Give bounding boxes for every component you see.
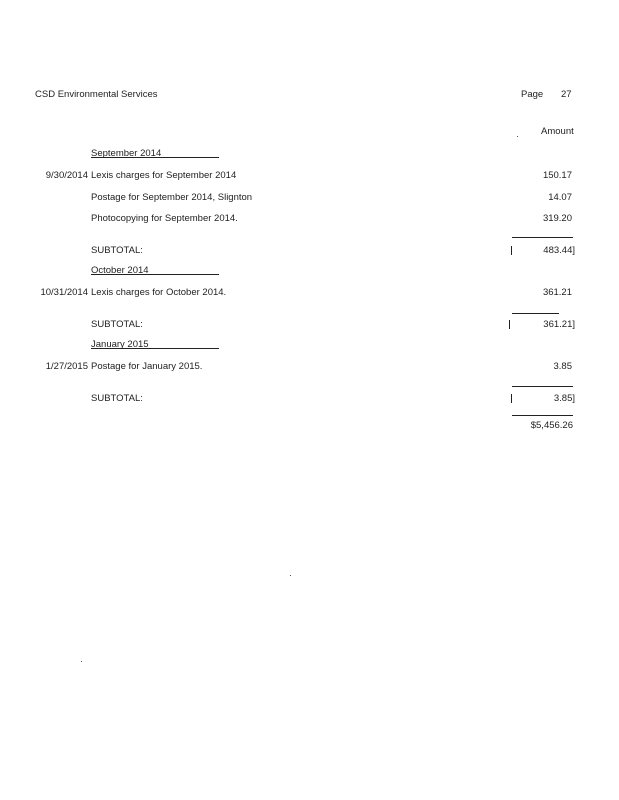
entry-description: Lexis charges for October 2014. bbox=[91, 287, 227, 298]
entry-description: Photocopying for September 2014. bbox=[91, 213, 238, 224]
subtotal-label: SUBTOTAL: bbox=[91, 393, 143, 404]
subtotal-value: 483.44] bbox=[543, 245, 575, 256]
subtotal-rule bbox=[512, 386, 573, 387]
page-number: 27 bbox=[561, 89, 572, 100]
section-heading-underline bbox=[91, 348, 219, 349]
entry-date: 9/30/2014 bbox=[45, 170, 88, 181]
entry-description: Postage for January 2015. bbox=[91, 361, 203, 372]
grand-total-rule bbox=[512, 415, 573, 416]
section-heading-september-2014: September 2014 bbox=[91, 148, 162, 159]
entry-date: 1/27/2015 bbox=[45, 361, 88, 372]
company-name: CSD Environmental Services bbox=[35, 89, 158, 100]
subtotal-label: SUBTOTAL: bbox=[91, 245, 143, 256]
entry-amount: 150.17 bbox=[542, 170, 572, 181]
subtotal-rule bbox=[512, 237, 573, 238]
entry-description: Lexis charges for September 2014 bbox=[91, 170, 237, 181]
section-heading-underline bbox=[91, 157, 219, 158]
entry-amount: 319.20 bbox=[542, 213, 572, 224]
scan-speck bbox=[290, 575, 291, 576]
grand-total: $5,456.26 bbox=[530, 420, 573, 431]
section-heading-underline bbox=[91, 274, 219, 275]
page-label: Page bbox=[521, 89, 544, 100]
subtotal-value: 361.21] bbox=[543, 319, 575, 330]
entry-date: 10/31/2014 bbox=[40, 287, 88, 298]
entry-amount: 3.85 bbox=[553, 361, 572, 372]
scan-speck bbox=[517, 136, 518, 137]
subtotal-rule bbox=[512, 313, 559, 314]
subtotal-label: SUBTOTAL: bbox=[91, 319, 143, 330]
entry-description: Postage for September 2014, Slignton bbox=[91, 192, 253, 203]
amount-column-header: Amount bbox=[541, 126, 574, 137]
subtotal-value: 3.85] bbox=[553, 393, 575, 404]
scan-speck bbox=[81, 661, 82, 662]
entry-amount: 361.21 bbox=[542, 287, 572, 298]
section-heading-january-2015: January 2015 bbox=[91, 339, 149, 350]
entry-amount: 14.07 bbox=[548, 192, 572, 203]
section-heading-october-2014: October 2014 bbox=[91, 265, 149, 276]
